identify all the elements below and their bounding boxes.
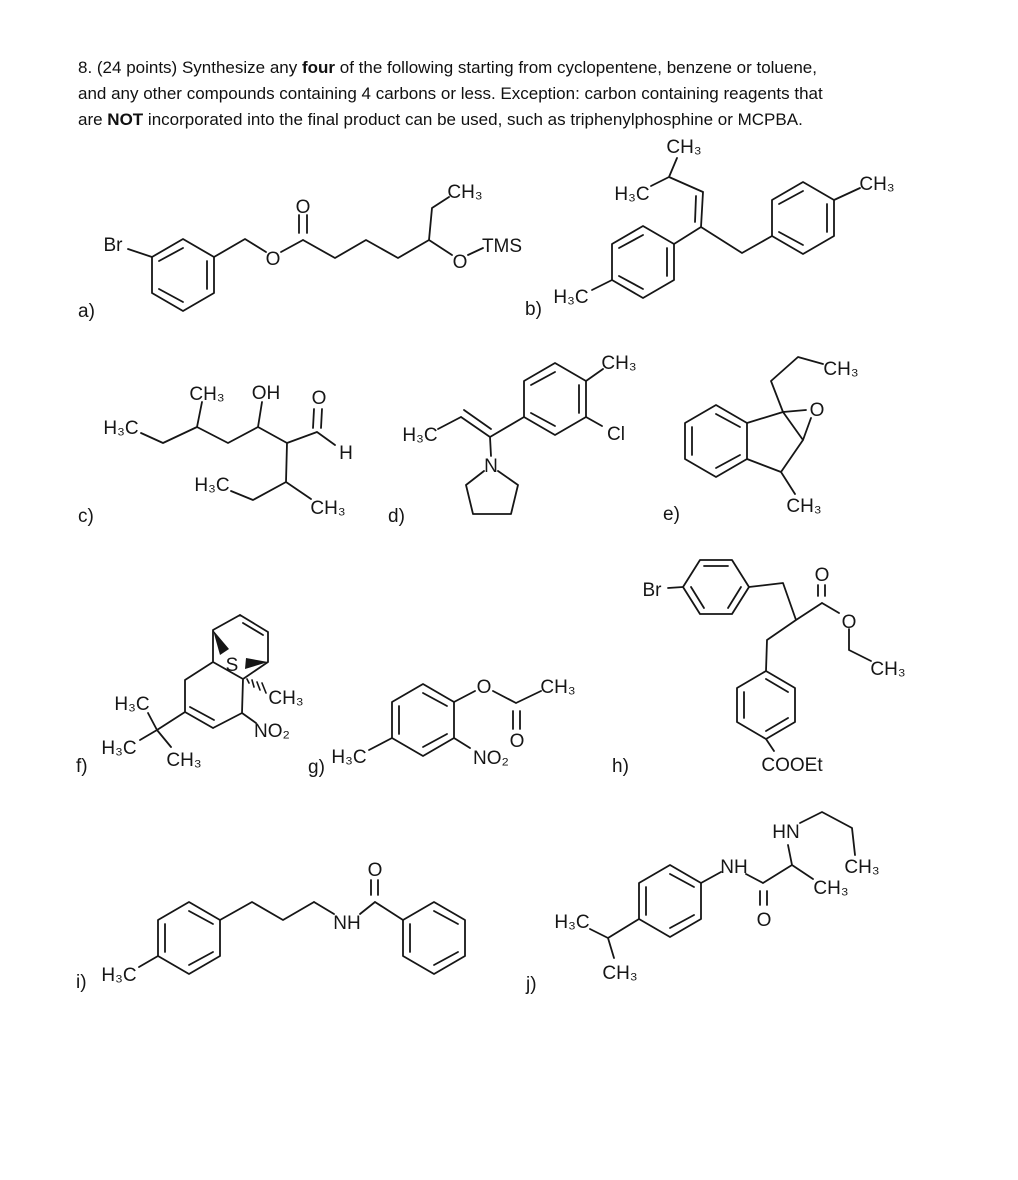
item-label-a: a)	[78, 301, 95, 322]
bonds	[141, 402, 335, 500]
item-label-h: h)	[612, 756, 629, 777]
problem-text-bold-not: NOT	[107, 110, 144, 129]
structure-a	[78, 182, 522, 322]
bonds	[592, 158, 860, 290]
problem-text-4: are	[78, 110, 108, 129]
atom-label-cl: Cl	[607, 424, 625, 445]
aromatic-inner-bonds-bottom	[744, 679, 788, 731]
item-label-i: i)	[76, 972, 87, 993]
bonds	[747, 357, 823, 494]
benzene-ring-bottom	[737, 671, 795, 739]
benzene-ring	[392, 684, 454, 756]
item-label-j: j)	[526, 974, 537, 995]
atom-label-o: O	[809, 400, 825, 421]
atom-label-oh: OH	[251, 383, 281, 404]
carbonyl-double-bond	[818, 585, 825, 596]
atom-label-o: O	[756, 910, 772, 931]
aromatic-inner-bonds	[646, 874, 694, 928]
atom-label-n: N	[484, 456, 498, 477]
benzene-ring	[152, 239, 214, 311]
atom-label-ch3-top: CH₃	[823, 359, 859, 380]
bonds	[668, 583, 871, 751]
atom-label-o-silyl: O	[452, 252, 468, 273]
structure-b	[525, 137, 895, 320]
atom-label-br: Br	[103, 235, 123, 256]
atom-label-nh: NH	[720, 857, 748, 878]
atom-label-h3c-bottom: H₃C	[553, 287, 589, 308]
structure-i	[76, 860, 465, 993]
item-label-f: f)	[76, 756, 88, 777]
atom-label-ch3: CH₃	[601, 353, 637, 374]
atom-label-no2: NO₂	[254, 721, 290, 742]
atom-label-cooet: COOEt	[761, 755, 823, 776]
atom-label-o-carbonyl: O	[814, 565, 830, 586]
atom-label-h3c-2: H₃C	[101, 738, 137, 759]
atom-label-s: S	[225, 655, 239, 676]
atom-label-ch3-iso: CH₃	[602, 963, 638, 984]
atom-label-h3c-1: H₃C	[114, 694, 150, 715]
atom-label-ch3-alpha: CH₃	[813, 878, 849, 899]
atom-label-ch3-bottom: CH₃	[786, 496, 822, 517]
atom-label-ch3: CH₃	[447, 182, 483, 203]
benzene-ring	[685, 405, 747, 477]
atom-label-h3c: H₃C	[402, 425, 438, 446]
structure-h	[612, 560, 906, 777]
alkene-double-bond	[464, 410, 491, 429]
problem-text-1: 8. (24 points) Synthesize any	[78, 58, 302, 77]
atom-label-ch3-bottom: CH₃	[310, 498, 346, 519]
atom-label-ch3-ring: CH₃	[268, 688, 304, 709]
atom-label-h: H	[339, 443, 353, 464]
carbonyl-double-bond	[760, 891, 767, 905]
atom-label-nh: NH	[333, 913, 361, 934]
benzene-ring-right	[772, 182, 834, 254]
carbonyl-double-bond	[313, 409, 322, 428]
benzene-ring-left	[612, 226, 674, 298]
aromatic-inner-bonds-top	[691, 566, 741, 608]
structure-e	[663, 357, 859, 525]
benzene-ring-left	[158, 902, 220, 974]
atom-label-o-carbonyl: O	[509, 731, 525, 752]
atom-label-h3c-bottom: H₃C	[194, 475, 230, 496]
benzene-ring	[524, 363, 586, 435]
atom-label-h3c-iso: H₃C	[614, 184, 650, 205]
aromatic-inner-bonds	[399, 693, 447, 747]
atom-label-ch3-top: CH₃	[666, 137, 702, 158]
structure-f	[76, 615, 304, 777]
atom-label-o-ester: O	[265, 249, 281, 270]
bold-wedge-to-s	[213, 630, 229, 655]
structure-j	[525, 812, 880, 995]
atom-label-ch3-top: CH₃	[189, 384, 225, 405]
aromatic-inner-bonds-left	[165, 911, 213, 965]
pyrrolidine-ring	[466, 471, 518, 514]
atom-label-h3c: H₃C	[331, 747, 367, 768]
atom-label-o-carbonyl: O	[295, 197, 311, 218]
atom-label-br: Br	[642, 580, 662, 601]
bonds	[139, 902, 403, 967]
atom-label-o-ester: O	[841, 612, 857, 633]
structure-d	[388, 353, 637, 527]
problem-text-bold-four: four	[301, 58, 336, 77]
atom-label-ch3-right: CH₃	[859, 174, 895, 195]
structure-g	[308, 677, 576, 778]
atom-label-hn: HN	[772, 822, 800, 843]
hashed-wedge-ch3	[247, 679, 266, 693]
atom-label-h3c: H₃C	[554, 912, 590, 933]
structure-c	[78, 383, 353, 527]
atom-label-o: O	[311, 388, 327, 409]
atom-label-o-ester: O	[476, 677, 492, 698]
aromatic-inner-bonds	[159, 248, 207, 302]
benzene-ring-right	[403, 902, 465, 974]
alkene-double-bond	[695, 196, 696, 222]
aromatic-inner-bonds-right	[410, 911, 458, 965]
aromatic-inner-bonds-right	[779, 191, 827, 245]
atom-label-ch3-tbu: CH₃	[166, 750, 202, 771]
atom-label-no2: NO₂	[473, 748, 509, 769]
atom-label-ch3-propyl: CH₃	[844, 857, 880, 878]
item-label-c: c)	[78, 506, 94, 527]
item-label-d: d)	[388, 506, 405, 527]
item-label-b: b)	[525, 299, 542, 320]
problem-text-3: and any other compounds containing 4 carbons or less. Exception: carbon containing reagents that	[78, 84, 823, 103]
atom-label-tms: TMS	[481, 236, 523, 257]
carbonyl-double-bond	[513, 711, 520, 729]
aromatic-inner-bonds-left	[619, 235, 667, 289]
carbonyl-double-bond	[371, 880, 378, 895]
aromatic-inner-bonds	[531, 372, 579, 426]
atom-label-ch3: CH₃	[870, 659, 906, 680]
item-label-e: e)	[663, 504, 680, 525]
aromatic-inner-bonds	[692, 414, 740, 468]
benzene-ring	[639, 865, 701, 937]
item-label-g: g)	[308, 757, 325, 778]
benzene-ring-top	[683, 560, 749, 614]
atom-label-ch3: CH₃	[540, 677, 576, 698]
problem-text-2: of the following starting from cyclopentene, benzene or toluene,	[335, 58, 817, 77]
problem-text-5: incorporated into the final product can be used, such as triphenylphosphine or MCPBA.	[143, 110, 803, 129]
atom-label-o: O	[367, 860, 383, 881]
atom-label-h3c: H₃C	[101, 965, 137, 986]
atom-label-h3c-left: H₃C	[103, 418, 139, 439]
